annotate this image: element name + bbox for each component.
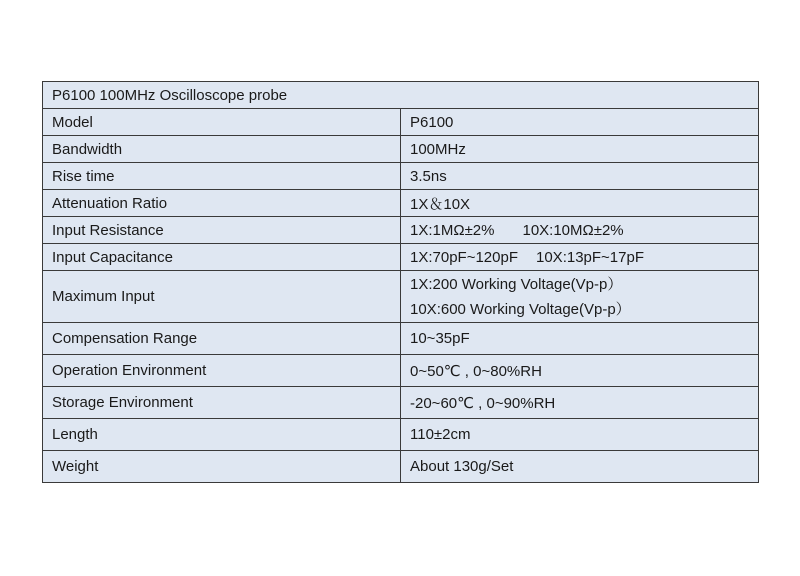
table-row	[43, 387, 759, 419]
table-row	[43, 323, 759, 355]
row-label: Storage Environment	[43, 387, 401, 419]
row-value: 0~50℃ , 0~80%RH	[401, 355, 759, 387]
row-label: Length	[43, 419, 401, 451]
row-label: Model	[43, 109, 401, 136]
value-part-a: 1X:70pF~120pF	[410, 248, 518, 266]
table-row	[43, 244, 759, 271]
row-value: 110±2cm	[401, 419, 759, 451]
row-label: Compensation Range	[43, 323, 401, 355]
row-value	[401, 271, 759, 323]
table-row	[43, 217, 759, 244]
table-row	[43, 419, 759, 451]
table-row	[43, 355, 759, 387]
table-row	[43, 271, 759, 323]
row-label: Bandwidth	[43, 136, 401, 163]
row-value: P6100	[401, 109, 759, 136]
table-row	[43, 136, 759, 163]
value-part-b: 10X:10MΩ±2%	[522, 221, 624, 239]
row-label: Input Resistance	[43, 217, 401, 244]
row-label: Operation Environment	[43, 355, 401, 387]
value-line-1: 1X:200 Working Voltage(Vp-p）	[410, 275, 623, 293]
row-value: 100MHz	[401, 136, 759, 163]
row-value: 3.5ns	[401, 163, 759, 190]
table-row	[43, 163, 759, 190]
table-title: P6100 100MHz Oscilloscope probe	[43, 82, 759, 109]
table-title-row	[43, 82, 759, 109]
row-value: 1X＆10X	[401, 190, 759, 217]
table-row	[43, 190, 759, 217]
row-value	[401, 217, 759, 244]
row-label: Weight	[43, 451, 401, 483]
row-label: Rise time	[43, 163, 401, 190]
row-value: About 130g/Set	[401, 451, 759, 483]
value-line-2: 10X:600 Working Voltage(Vp-p）	[410, 300, 631, 318]
row-value	[401, 244, 759, 271]
table-row	[43, 109, 759, 136]
value-part-b: 10X:13pF~17pF	[536, 248, 644, 266]
row-label: Attenuation Ratio	[43, 190, 401, 217]
spec-table	[42, 81, 759, 483]
row-label: Input Capacitance	[43, 244, 401, 271]
row-value: 10~35pF	[401, 323, 759, 355]
value-part-a: 1X:1MΩ±2%	[410, 221, 495, 239]
row-label: Maximum Input	[43, 271, 401, 323]
table-row	[43, 451, 759, 483]
row-value: -20~60℃ , 0~90%RH	[401, 387, 759, 419]
